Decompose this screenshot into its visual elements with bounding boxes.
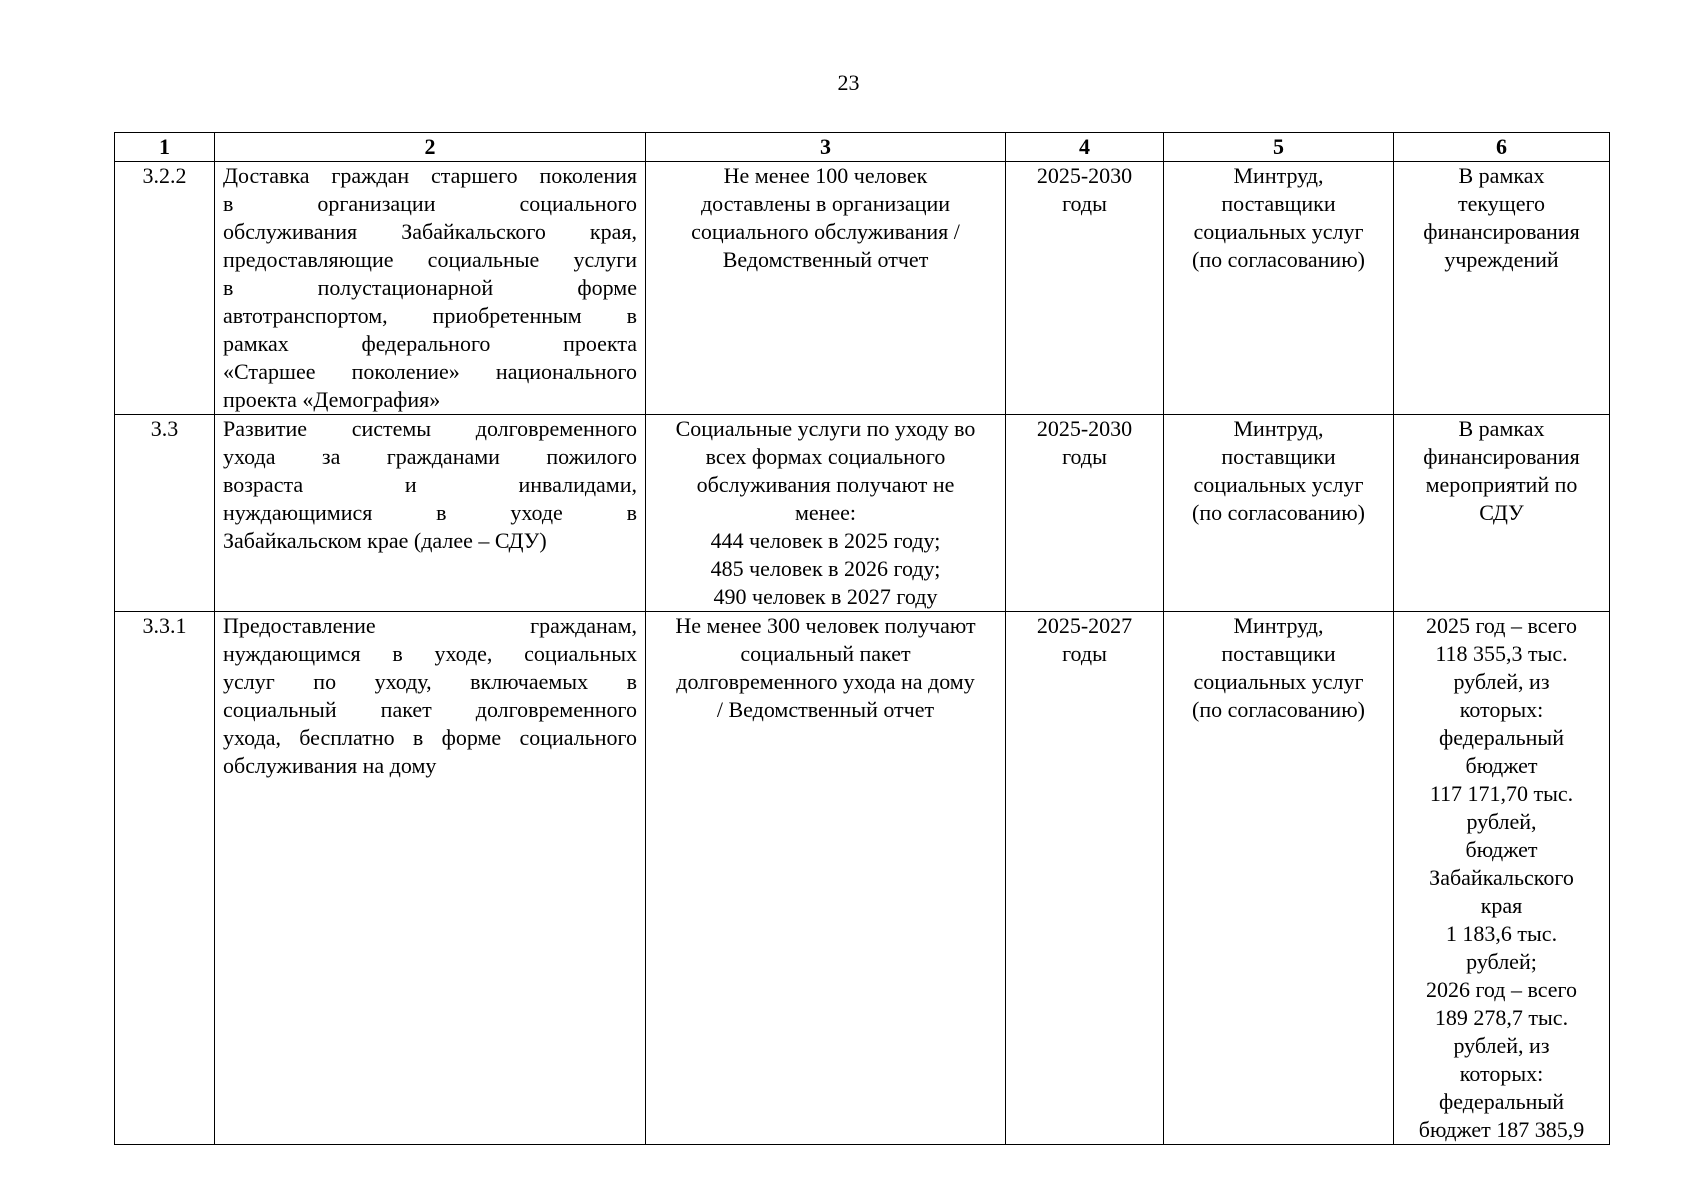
activity-line: нуждающимся в уходе, социальных xyxy=(223,641,637,666)
result-cell xyxy=(646,612,1006,1145)
executor-cell xyxy=(1164,415,1394,612)
executor-line: социальных услуг xyxy=(1193,669,1364,694)
executor-cell xyxy=(1164,612,1394,1145)
funding-line: В рамках xyxy=(1458,163,1545,188)
result-line: Социальные услуги по уходу во xyxy=(675,416,976,441)
result-line: 444 человек в 2025 году; xyxy=(710,528,941,553)
activity-line: рамках федерального проекта xyxy=(223,331,637,356)
result-cell xyxy=(646,415,1006,612)
activity-line: Развитие системы долговременного xyxy=(223,416,637,441)
period-line: 2025-2030 xyxy=(1036,416,1133,441)
row-number: 3.3 xyxy=(115,415,215,612)
activity-line: автотранспортом, приобретенным в xyxy=(223,303,637,328)
measures-table xyxy=(114,132,1610,1145)
activity-line: возраста и инвалидами, xyxy=(223,472,637,497)
funding-line: рублей, из xyxy=(1453,669,1550,694)
funding-line: федеральный xyxy=(1439,1089,1564,1114)
funding-line: учреждений xyxy=(1444,247,1559,272)
activity-line: Доставка граждан старшего поколения xyxy=(223,163,637,188)
table-row xyxy=(115,415,1610,612)
result-line: 485 человек в 2026 году; xyxy=(710,556,941,581)
funding-cell xyxy=(1394,415,1610,612)
row-number: 3.3.1 xyxy=(115,612,215,1145)
period-line: годы xyxy=(1062,444,1107,469)
activity-line: в организации социального xyxy=(223,191,637,216)
header-col-4: 4 xyxy=(1006,133,1164,162)
funding-line: бюджет xyxy=(1465,753,1538,778)
result-line: социального обслуживания / xyxy=(691,219,960,244)
activity-line: «Старшее поколение» национального xyxy=(223,359,637,384)
funding-line: бюджет 187 385,9 xyxy=(1418,1117,1585,1142)
activity-line: Предоставление гражданам, xyxy=(223,613,637,638)
executor-line: социальных услуг xyxy=(1193,472,1364,497)
executor-line: (по согласованию) xyxy=(1192,697,1365,722)
executor-line: (по согласованию) xyxy=(1192,247,1365,272)
funding-line: которых: xyxy=(1459,697,1544,722)
funding-line: финансирования xyxy=(1423,444,1580,469)
executor-line: поставщики xyxy=(1221,444,1336,469)
executor-line: поставщики xyxy=(1221,191,1336,216)
executor-line: (по согласованию) xyxy=(1192,500,1365,525)
activity-line: социальный пакет долговременного xyxy=(223,697,637,722)
header-row xyxy=(115,133,1610,162)
executor-line: Минтруд, xyxy=(1233,613,1324,638)
result-line: Не менее 100 человек xyxy=(723,163,928,188)
activity-line: нуждающимися в уходе в xyxy=(223,500,637,525)
funding-line: рублей, из xyxy=(1453,1033,1550,1058)
funding-line: 118 355,3 тыс. xyxy=(1435,641,1568,666)
activity-line: обслуживания на дому xyxy=(223,753,437,778)
executor-line: Минтруд, xyxy=(1233,163,1324,188)
activity-line: услуг по уходу, включаемых в xyxy=(223,669,637,694)
funding-cell xyxy=(1394,162,1610,415)
activity-line: Забайкальском крае (далее – СДУ) xyxy=(223,528,547,553)
activity-line: предоставляющие социальные услуги xyxy=(223,247,637,272)
period-cell xyxy=(1006,612,1164,1145)
funding-line: 2026 год – всего xyxy=(1425,977,1578,1002)
activity-line: ухода, бесплатно в форме социального xyxy=(223,725,637,750)
period-line: годы xyxy=(1062,641,1107,666)
funding-cell xyxy=(1394,612,1610,1145)
funding-line: В рамках xyxy=(1458,416,1545,441)
header-col-5: 5 xyxy=(1164,133,1394,162)
table-row xyxy=(115,162,1610,415)
funding-line: края xyxy=(1480,893,1523,918)
result-line: доставлены в организации xyxy=(700,191,951,216)
result-line: долговременного ухода на дому xyxy=(676,669,975,694)
activity-cell xyxy=(215,612,646,1145)
result-line: менее: xyxy=(794,500,857,525)
header-col-2: 2 xyxy=(215,133,646,162)
executor-cell xyxy=(1164,162,1394,415)
period-line: 2025-2027 xyxy=(1036,613,1133,638)
funding-line: федеральный xyxy=(1439,725,1564,750)
result-line: обслуживания получают не xyxy=(696,472,955,497)
executor-line: Минтруд, xyxy=(1233,416,1324,441)
funding-line: СДУ xyxy=(1479,500,1524,525)
funding-line: 189 278,7 тыс. xyxy=(1434,1005,1569,1030)
funding-line: бюджет xyxy=(1465,837,1538,862)
funding-line: 2025 год – всего xyxy=(1425,613,1578,638)
funding-line: Забайкальского xyxy=(1429,865,1574,890)
activity-cell xyxy=(215,162,646,415)
activity-line: обслуживания Забайкальского края, xyxy=(223,219,637,244)
executor-line: поставщики xyxy=(1221,641,1336,666)
period-cell xyxy=(1006,415,1164,612)
activity-line: проекта «Демография» xyxy=(223,387,441,412)
activity-line: ухода за гражданами пожилого xyxy=(223,444,637,469)
result-line: Ведомственный отчет xyxy=(722,247,929,272)
result-cell xyxy=(646,162,1006,415)
funding-line: финансирования xyxy=(1423,219,1580,244)
funding-line: рублей, xyxy=(1466,809,1537,834)
result-line: всех формах социального xyxy=(705,444,946,469)
activity-cell xyxy=(215,415,646,612)
funding-line: мероприятий по xyxy=(1425,472,1578,497)
funding-line: текущего xyxy=(1458,191,1545,216)
period-line: годы xyxy=(1062,191,1107,216)
funding-line: рублей; xyxy=(1466,949,1537,974)
funding-line: которых: xyxy=(1459,1061,1544,1086)
result-line: социальный пакет xyxy=(740,641,911,666)
period-line: 2025-2030 xyxy=(1036,163,1133,188)
executor-line: социальных услуг xyxy=(1193,219,1364,244)
funding-line: 117 171,70 тыс. xyxy=(1429,781,1574,806)
result-line: / Ведомственный отчет xyxy=(716,697,935,722)
header-col-1: 1 xyxy=(115,133,215,162)
header-col-3: 3 xyxy=(646,133,1006,162)
period-cell xyxy=(1006,162,1164,415)
activity-line: в полустационарной форме xyxy=(223,275,637,300)
result-line: 490 человек в 2027 году xyxy=(713,584,938,609)
result-line: Не менее 300 человек получают xyxy=(675,613,976,638)
funding-line: 1 183,6 тыс. xyxy=(1445,921,1558,946)
header-col-6: 6 xyxy=(1394,133,1610,162)
row-number: 3.2.2 xyxy=(115,162,215,415)
page-number: 23 xyxy=(837,70,860,95)
table-row xyxy=(115,612,1610,1145)
